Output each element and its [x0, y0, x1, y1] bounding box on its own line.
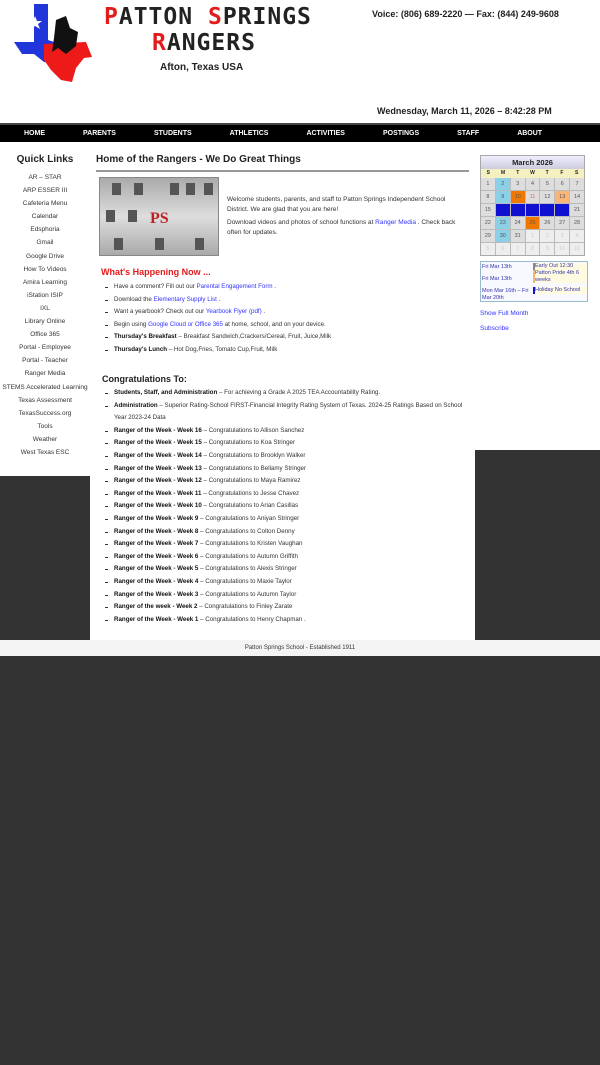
page-title: Home of the Rangers - We Do Great Things: [96, 154, 469, 172]
right-sidebar: [475, 142, 600, 450]
quick-link[interactable]: Portal - Employee: [19, 344, 71, 352]
staff-photo-collage: [99, 177, 219, 256]
calendar-day[interactable]: 7: [511, 243, 525, 255]
quick-link[interactable]: STEMS Accelerated Learning: [2, 383, 88, 391]
weekday-label: S: [574, 170, 579, 176]
calendar-day[interactable]: 12: [540, 191, 554, 203]
quick-link[interactable]: Gmail: [36, 239, 54, 247]
contact-info: Voice: (806) 689-2220 — Fax: (844) 249-9608: [372, 9, 559, 19]
calendar-day[interactable]: 24: [511, 217, 525, 229]
weekday-label: F: [560, 170, 564, 176]
calendar-day[interactable]: 8: [481, 191, 495, 203]
weekday-label: M: [500, 170, 506, 176]
weekday-label: S: [486, 170, 491, 176]
menu-item: Thursday's Lunch – Hot Dog,Fries, Tomato Cup,Fruit, Milk: [105, 344, 465, 357]
nav-parents[interactable]: PARENTS: [83, 130, 116, 137]
welcome-paragraph: Welcome students, parents, and staff to Patton Springs Independent School District. We are glad that you are here!: [227, 196, 446, 213]
calendar-day[interactable]: 4: [570, 230, 584, 242]
site-title-line1: PATTON SPRINGS: [104, 4, 312, 30]
quick-link[interactable]: Cafeteria Menu: [22, 200, 68, 208]
congrats-item: Ranger of the week - Week 2 – Congratulations to Finley Zarate: [105, 601, 465, 614]
congrats-item: Ranger of the Week - Week 12 – Congratulations to Maya Ramirez: [105, 475, 465, 488]
header: [0, 0, 600, 123]
quick-link[interactable]: Texas Assessment: [18, 396, 72, 404]
calendar-day[interactable]: 19: [540, 204, 554, 216]
congrats-list: [105, 387, 465, 626]
calendar-day[interactable]: 31: [511, 230, 525, 242]
quick-link[interactable]: Office 365: [30, 331, 60, 339]
location: Afton, Texas USA: [160, 62, 244, 73]
weekday-label: T: [516, 170, 520, 176]
ranger-media-link[interactable]: Ranger Media: [375, 219, 416, 226]
congrats-item: Ranger of the Week - Week 4 – Congratulations to Maxie Taylor: [105, 576, 465, 589]
main-content: [90, 142, 475, 640]
show-full-month-link[interactable]: Show Full Month: [480, 310, 529, 317]
calendar-day[interactable]: 2: [496, 178, 510, 190]
calendar-day[interactable]: 1: [481, 178, 495, 190]
calendar-day[interactable]: 14: [570, 191, 584, 203]
calendar-day[interactable]: 21: [570, 204, 584, 216]
calendar-day[interactable]: 11: [526, 191, 540, 203]
happening-title: What's Happening Now ...: [101, 267, 211, 277]
calendar-day[interactable]: 3: [555, 230, 569, 242]
calendar-day[interactable]: 15: [481, 204, 495, 216]
event-date: Fri Mar 13th: [482, 276, 512, 282]
calendar-day[interactable]: 7: [570, 178, 584, 190]
congrats-item: Ranger of the Week - Week 9 – Congratulations to Aniyan Stringer: [105, 513, 465, 526]
calendar-day[interactable]: 10: [555, 243, 569, 255]
calendar-day[interactable]: 18: [526, 204, 540, 216]
calendar-day[interactable]: 1: [526, 230, 540, 242]
calendar-day[interactable]: 5: [540, 178, 554, 190]
calendar-day[interactable]: 27: [555, 217, 569, 229]
quick-links-sidebar: [0, 142, 90, 476]
subscribe-link[interactable]: Subscribe: [480, 325, 509, 332]
calendar-day[interactable]: 29: [481, 230, 495, 242]
quick-link[interactable]: TexasSuccess.org: [18, 409, 72, 417]
congrats-item: Ranger of the Week - Week 5 – Congratulations to Alexis Stringer: [105, 563, 465, 576]
nav-about[interactable]: ABOUT: [517, 130, 543, 137]
calendar-events: [480, 261, 588, 302]
congrats-item: Ranger of the Week - Week 15 – Congratulations to Koa Stringer: [105, 437, 465, 450]
calendar-day[interactable]: 10: [511, 191, 525, 203]
happening-link[interactable]: Google Cloud or Office 365: [148, 320, 223, 328]
weekday-header: [481, 169, 584, 178]
congrats-item: Ranger of the Week - Week 14 – Congratulations to Brooklyn Walker: [105, 450, 465, 463]
calendar-widget: [480, 155, 585, 256]
quick-link[interactable]: Google Drive: [26, 252, 64, 260]
calendar-day[interactable]: 17: [511, 204, 525, 216]
calendar-day[interactable]: 25: [526, 217, 540, 229]
event-item[interactable]: Patton Pride 4th 6 weeks: [533, 270, 587, 283]
happening-item: Download the Elementary Supply List .: [105, 294, 465, 307]
current-datetime: Wednesday, March 11, 2026 – 8:42:28 PM: [377, 106, 552, 116]
calendar-day[interactable]: 16: [496, 204, 510, 216]
quick-link[interactable]: How To Videos: [23, 265, 67, 273]
menu-item: Thursday's Breakfast – Breakfast Sandwich,Crackers/Cereal, Fruit, Juice,Milk: [105, 331, 465, 344]
congrats-item: Ranger of the Week - Week 7 – Congratulations to Kristen Vaughan: [105, 538, 465, 551]
footer: Patton Springs School - Established 1911: [0, 640, 600, 656]
calendar-day[interactable]: 3: [511, 178, 525, 190]
calendar-day[interactable]: 23: [496, 217, 510, 229]
congrats-item: Students, Staff, and Administration – For achieving a Grade A 2025 TEA Accountability Rating.: [105, 387, 465, 400]
nav-postings[interactable]: POSTINGS: [382, 130, 420, 137]
calendar-day[interactable]: 2: [540, 230, 554, 242]
nav-athletics[interactable]: ATHLETICS: [229, 130, 269, 137]
site-title-line2: RANGERS: [152, 30, 256, 56]
event-item[interactable]: Holiday No School: [533, 287, 587, 294]
happening-list: [105, 281, 465, 357]
nav-students[interactable]: STUDENTS: [153, 130, 192, 137]
nav-home[interactable]: HOME: [24, 130, 45, 137]
congrats-item: Ranger of the Week - Week 13 – Congratulations to Bellamy Stringer: [105, 463, 465, 476]
nav-activities[interactable]: ACTIVITIES: [306, 130, 345, 137]
congrats-title: Congratulations To:: [102, 374, 187, 384]
quick-link[interactable]: Ranger Media: [24, 370, 66, 378]
quick-links-title: Quick Links: [16, 154, 74, 165]
quick-link[interactable]: Calendar: [31, 213, 59, 221]
calendar-day[interactable]: 20: [555, 204, 569, 216]
quick-link[interactable]: Edsphoria: [30, 226, 60, 234]
quick-link[interactable]: iStation ISIP: [27, 291, 63, 299]
calendar-day[interactable]: 9: [496, 191, 510, 203]
quick-link[interactable]: Weather: [32, 435, 58, 443]
ps-logo: PS: [150, 210, 169, 227]
calendar-day[interactable]: 13: [555, 191, 569, 203]
happening-link[interactable]: Yearbook Flyer (pdf): [205, 308, 262, 316]
media-paragraph: Download videos and photos of school functions at Ranger Media . Check back often for updates.: [227, 219, 456, 236]
calendar-day[interactable]: 8: [526, 243, 540, 255]
quick-link[interactable]: Tools: [37, 422, 53, 430]
congrats-item: Ranger of the Week - Week 10 – Congratulations to Arian Casillas: [105, 500, 465, 513]
happening-link[interactable]: Parental Engagement Form: [196, 283, 273, 290]
calendar-month-title: March 2026: [481, 156, 584, 169]
calendar-day[interactable]: 22: [481, 217, 495, 229]
quick-link[interactable]: ARP ESSER III: [22, 187, 68, 195]
quick-link[interactable]: IXL: [40, 304, 50, 312]
quick-link[interactable]: AR – STAR: [28, 174, 62, 181]
calendar-day[interactable]: 28: [570, 217, 584, 229]
calendar-day[interactable]: 6: [496, 243, 510, 255]
congrats-item: Ranger of the Week - Week 16 – Congratulations to Allison Sanchez: [105, 425, 465, 438]
happening-item: Have a comment? Fill out our Parental Engagement Form .: [105, 281, 465, 294]
happening-item: Begin using Google Cloud or Office 365 at home, school, and on your device.: [105, 319, 465, 332]
congrats-item: Ranger of the Week - Week 1 – Congratulations to Henry Chapman .: [105, 614, 465, 627]
happening-link[interactable]: Elementary Supply List: [153, 295, 217, 303]
school-logo[interactable]: [6, 2, 96, 84]
weekday-label: W: [530, 170, 535, 176]
quick-link[interactable]: Library Online: [24, 318, 66, 326]
calendar-day[interactable]: 5: [481, 243, 495, 255]
happening-item: Want a yearbook? Check out our Yearbook Flyer (pdf) .: [105, 306, 465, 319]
congrats-item: Ranger of the Week - Week 8 – Congratulations to Colton Denny: [105, 526, 465, 539]
calendar-day[interactable]: 11: [570, 243, 584, 255]
nav-staff[interactable]: STAFF: [457, 130, 480, 137]
calendar-day[interactable]: 30: [496, 230, 510, 242]
calendar-grid: [481, 178, 584, 255]
quick-link[interactable]: Amira Learning: [22, 278, 68, 286]
congrats-item: Ranger of the Week - Week 3 – Congratulations to Autumn Taylor: [105, 589, 465, 602]
quick-link[interactable]: Portal - Teacher: [22, 357, 68, 365]
calendar-day[interactable]: 6: [555, 178, 569, 190]
calendar-day[interactable]: 4: [526, 178, 540, 190]
calendar-day[interactable]: 9: [540, 243, 554, 255]
congrats-item: Administration – Superior Rating-School FIRST-Financial Integrity Rating System of Texas. 2024-25 Ratings Based on School Year 2023-24 Data: [105, 400, 465, 425]
congrats-item: Ranger of the Week - Week 6 – Congratulations to Autumn Griffith: [105, 551, 465, 564]
calendar-day[interactable]: 26: [540, 217, 554, 229]
event-date: Fri Mar 13th: [482, 264, 512, 270]
main-nav: [0, 123, 600, 142]
congrats-item: Ranger of the Week - Week 11 – Congratulations to Jesse Chavez: [105, 488, 465, 501]
welcome-text: [227, 195, 462, 241]
weekday-label: T: [545, 170, 549, 176]
event-item[interactable]: Early Out 12:30: [533, 263, 587, 270]
event-date: Mon Mar 16th – Fri Mar 20th: [482, 288, 529, 301]
quick-link[interactable]: West Texas ESC: [20, 448, 70, 456]
